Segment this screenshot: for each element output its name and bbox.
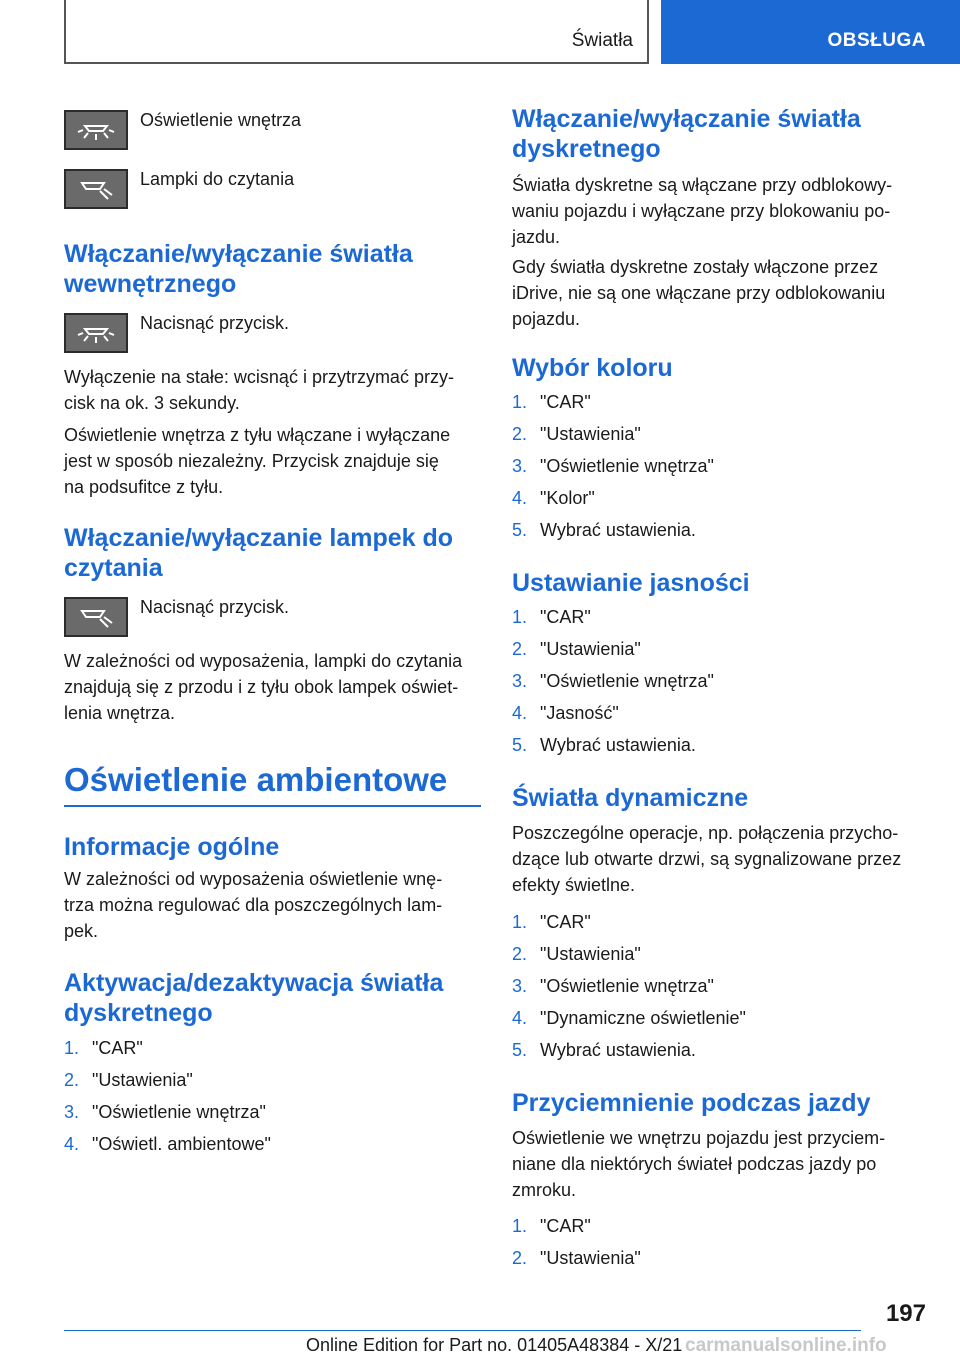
page-number: 197: [885, 1300, 926, 1327]
text-line: zmroku.: [512, 1180, 577, 1200]
step-text: "CAR": [540, 392, 591, 412]
paragraph: [64, 866, 442, 944]
step-number: 2.: [64, 1070, 80, 1090]
step-number: 3.: [512, 976, 528, 996]
footer-rule: [64, 1330, 861, 1331]
title-line: Włączanie/wyłączanie lampek do: [64, 524, 454, 552]
icon-row-text: Oświetlenie wnętrza: [140, 110, 302, 130]
step-number: 4.: [512, 1008, 528, 1028]
step-text: "Ustawienia": [92, 1070, 193, 1090]
step-number: 4.: [512, 488, 528, 508]
paragraph: [64, 422, 450, 500]
step-text: "CAR": [540, 1216, 591, 1236]
text-line: znajdują się z przodu i z tyłu obok lampek oświet‐: [64, 677, 459, 697]
step-text: "Ustawienia": [540, 639, 641, 659]
step-number: 1.: [512, 1216, 528, 1236]
header-section-box: [64, 0, 649, 64]
header-chapter-title: OBSŁUGA: [827, 30, 926, 51]
text-line: waniu pojazdu i wyłączane przy blokowaniu po‐: [512, 201, 891, 221]
step-number: 1.: [512, 392, 528, 412]
step-number: 2.: [512, 639, 528, 659]
step-text: "Oświetl. ambientowe": [92, 1134, 271, 1154]
text-line: jazdu.: [512, 227, 561, 247]
step-text: "Oświetlenie wnętrza": [540, 456, 714, 476]
section-title-color-selection: Wybór koloru: [512, 354, 673, 382]
step-text: "Oświetlenie wnętrza": [540, 976, 714, 996]
text-line: Gdy światła dyskretne zostały włączone przez: [512, 257, 879, 277]
step-number: 1.: [512, 607, 528, 627]
step-number: 5.: [512, 520, 528, 540]
step-text: "Ustawienia": [540, 944, 641, 964]
step-number: 2.: [512, 944, 528, 964]
footer-edition-text: Online Edition for Part no. 01405A48384 - X/21: [306, 1335, 683, 1355]
step-text: "CAR": [540, 912, 591, 932]
icon-row-text: Nacisnąć przycisk.: [140, 597, 290, 617]
text-line: niane dla niektórych świateł podczas jazdy po: [512, 1154, 877, 1174]
section-title-activate-discreet-light: [64, 968, 443, 1028]
text-line: na podsufitce z tyłu.: [64, 477, 224, 497]
title-line: Włączanie/wyłączanie światła: [64, 240, 413, 268]
step-number: 3.: [64, 1102, 80, 1122]
title-line: dyskretnego: [64, 999, 213, 1027]
text-line: iDrive, nie są one włączane przy odblokowaniu: [512, 283, 886, 303]
text-line: trza można regulować dla poszczególnych lam‐: [64, 895, 443, 915]
section-title-reading-lights: [64, 523, 453, 583]
step-text: Wybrać ustawienia.: [540, 520, 696, 540]
step-text: "CAR": [92, 1038, 143, 1058]
step-number: 3.: [512, 671, 528, 691]
text-line: pojazdu.: [512, 309, 581, 329]
section-title-brightness: Ustawianie jasności: [512, 569, 750, 597]
step-text: "CAR": [540, 607, 591, 627]
step-number: 4.: [64, 1134, 80, 1154]
text-line: cisk na ok. 3 sekundy.: [64, 393, 240, 413]
icon-row-text: Nacisnąć przycisk.: [140, 313, 290, 333]
step-text: Wybrać ustawienia.: [540, 1040, 696, 1060]
text-line: Światła dyskretne są włączane przy odblokowy‐: [512, 175, 893, 195]
paragraph: [512, 254, 885, 332]
section-title-general-info: Informacje ogólne: [64, 833, 280, 861]
step-number: 1.: [64, 1038, 80, 1058]
paragraph: [64, 364, 454, 416]
paragraph: [512, 172, 892, 250]
text-line: lenia wnętrza.: [64, 703, 176, 723]
section-title-interior-light: [64, 239, 413, 299]
step-text: "Oświetlenie wnętrza": [92, 1102, 266, 1122]
footer-watermark: carmanualsonline.info: [685, 1335, 887, 1356]
text-line: Wyłączenie na stałe: wcisnąć i przytrzymać przy‐: [64, 367, 454, 387]
step-number: 1.: [512, 912, 528, 932]
title-line: czytania: [64, 554, 163, 582]
step-number: 3.: [512, 456, 528, 476]
paragraph: [512, 820, 901, 898]
step-text: "Kolor": [540, 488, 595, 508]
text-line: dzące lub otwarte drzwi, są sygnalizowane przez: [512, 849, 902, 869]
section-title-discreet-light: [512, 104, 861, 164]
title-line: Aktywacja/dezaktywacja światła: [64, 969, 444, 997]
title-line: dyskretnego: [512, 135, 661, 163]
text-line: Oświetlenie wnętrza z tyłu włączane i wyłączane: [64, 425, 451, 445]
text-line: W zależności od wyposażenia, lampki do czytania: [64, 651, 463, 671]
paragraph: [64, 648, 462, 726]
icon-row-text: Lampki do czytania: [140, 169, 295, 189]
paragraph: [512, 1125, 885, 1203]
text-line: jest w sposób niezależny. Przycisk znajduje się: [64, 451, 439, 471]
interior-light-icon: [64, 110, 128, 150]
text-line: Oświetlenie we wnętrzu pojazdu jest przyciem‐: [512, 1128, 886, 1148]
step-number: 2.: [512, 424, 528, 444]
step-text: "Jasność": [540, 703, 619, 723]
text-line: pek.: [64, 921, 99, 941]
section-title-dynamic-light: Światła dynamiczne: [512, 784, 749, 812]
reading-light-icon: [64, 597, 128, 637]
reading-light-icon: [64, 169, 128, 209]
text-line: Poszczególne operacje, np. połączenia przycho‐: [512, 823, 899, 843]
interior-light-icon: [64, 313, 128, 353]
step-number: 2.: [512, 1248, 528, 1268]
header-section-title: Światła: [571, 30, 633, 51]
step-text: "Dynamiczne oświetlenie": [540, 1008, 746, 1028]
chapter-title-ambient-light: Oświetlenie ambientowe: [64, 761, 448, 798]
section-title-dimming-while-driving: Przyciemnienie podczas jazdy: [512, 1089, 871, 1117]
step-number: 5.: [512, 735, 528, 755]
step-text: "Oświetlenie wnętrza": [540, 671, 714, 691]
text-line: W zależności od wyposażenia oświetlenie wnę‐: [64, 869, 443, 889]
title-line: wewnętrznego: [64, 270, 237, 298]
step-number: 5.: [512, 1040, 528, 1060]
title-line: Włączanie/wyłączanie światła: [512, 105, 861, 133]
step-number: 4.: [512, 703, 528, 723]
chapter-title-rule: [64, 805, 481, 807]
step-text: Wybrać ustawienia.: [540, 735, 696, 755]
step-text: "Ustawienia": [540, 424, 641, 444]
step-text: "Ustawienia": [540, 1248, 641, 1268]
text-line: efekty świetlne.: [512, 875, 636, 895]
header-chapter-tab: [661, 0, 960, 64]
